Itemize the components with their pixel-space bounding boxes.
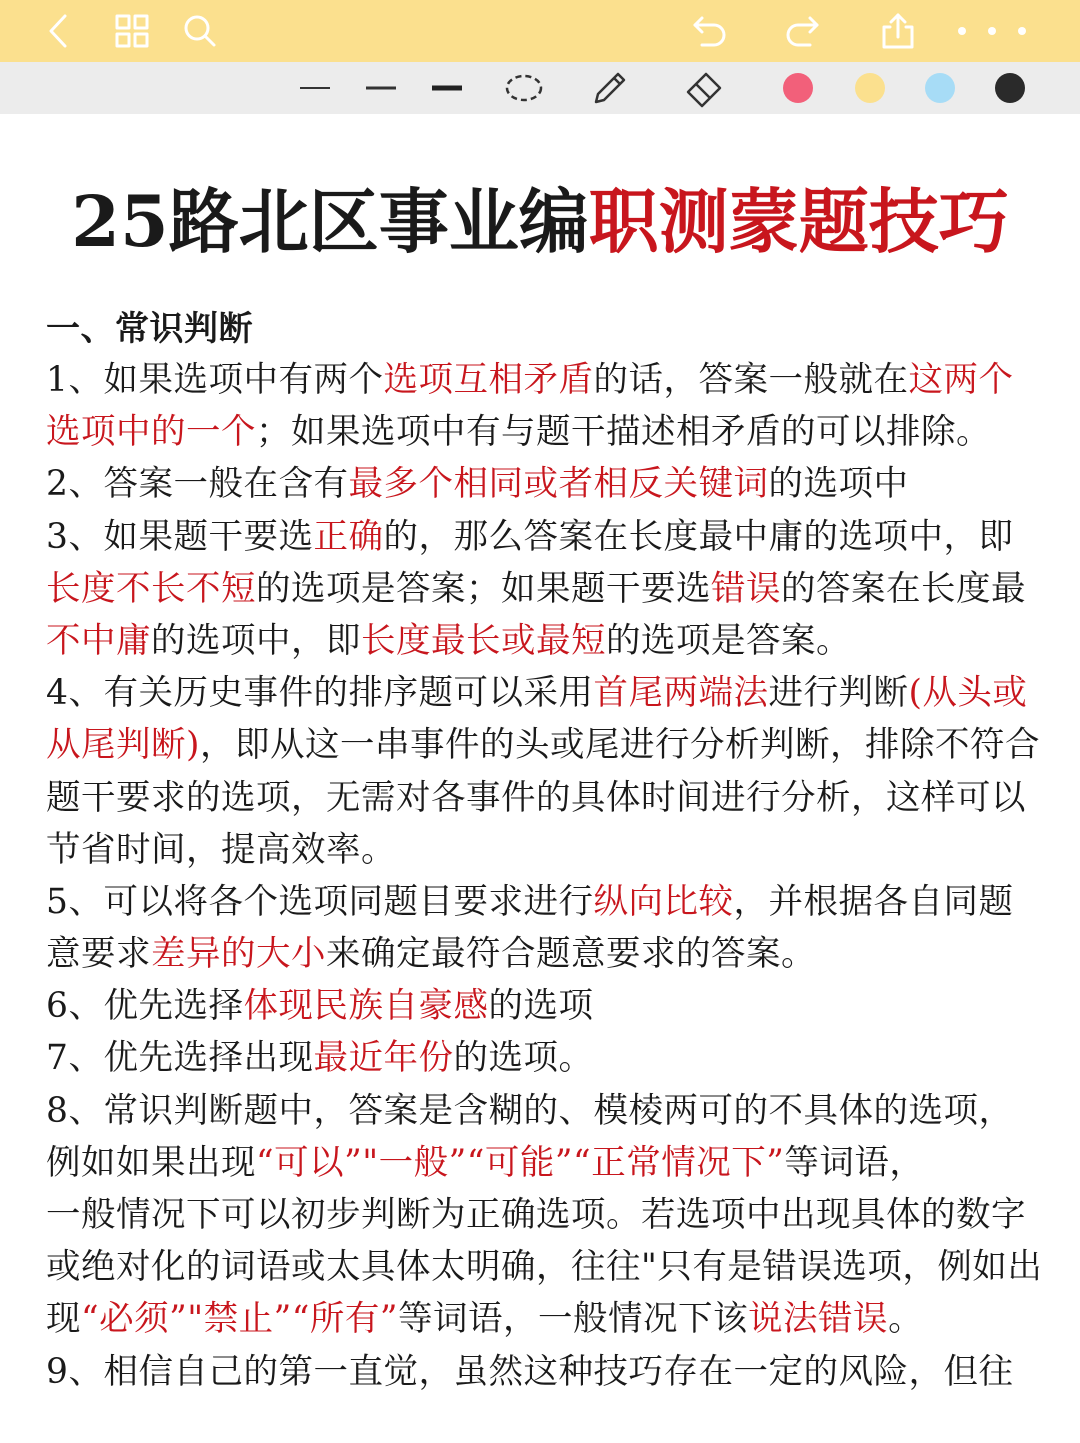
text-run: ，并根据各自同题 (733, 881, 1014, 922)
text-run: ；如果选项中有与题干描述相矛盾的可以排除。 (256, 412, 991, 453)
text-line (46, 354, 1046, 406)
title-red-part: 职测蒙题技巧 (588, 180, 1009, 263)
text-run: 3、如果题干要选 (46, 516, 314, 557)
thick-line-icon[interactable] (430, 68, 464, 108)
text-run: 现 (46, 1299, 81, 1340)
highlighted-text: “可以”"一般”“可能”“正常情况下” (256, 1142, 785, 1183)
highlighted-text: 长度最长或最短 (361, 620, 606, 661)
document-body (46, 304, 1046, 1398)
text-run: 6、优先选择 (46, 986, 244, 1027)
highlighted-text: “必须”"禁止”“所有” (81, 1299, 399, 1340)
text-line (46, 1241, 1046, 1293)
text-run: 的选项是答案；如果题干要选 (256, 568, 711, 609)
text-line (46, 928, 1046, 980)
text-run: 9、相信自己的第一直觉，虽然这种技巧存在一定的风险，但往 (46, 1351, 1014, 1392)
text-run: 2、答案一般在含有 (46, 464, 349, 505)
highlighted-text: 错误 (711, 568, 781, 609)
text-line (46, 824, 1046, 876)
highlighted-text: 体现民族自豪感 (243, 986, 489, 1027)
search-icon[interactable] (178, 9, 222, 53)
text-run: 7、优先选择出现 (46, 1038, 314, 1079)
text-line (46, 1085, 1046, 1137)
highlighted-text: 最多个相同或者相反关键词 (348, 464, 769, 505)
medium-line-icon[interactable] (364, 68, 398, 108)
highlighted-text: 首尾两端法 (593, 673, 769, 714)
text-run: 的选项 (488, 986, 594, 1027)
grid-icon[interactable] (110, 9, 154, 53)
highlighted-text: 选项互相矛盾 (383, 360, 594, 400)
highlighted-text: 纵向比较 (593, 881, 734, 922)
section-heading: 一、常识判断 (46, 309, 253, 349)
thin-line-icon[interactable] (298, 68, 332, 108)
eraser-icon[interactable] (682, 68, 726, 108)
highlighted-text: 说法错误 (748, 1299, 889, 1340)
pen-icon[interactable] (588, 68, 630, 108)
highlighted-text: 长度不长不短 (46, 568, 256, 609)
text-run: 。 (888, 1299, 924, 1340)
text-run: 节省时间，提高效率。 (46, 829, 396, 870)
page-title (0, 180, 1080, 264)
text-run: 的答案在长度最 (781, 568, 1026, 609)
highlighted-text: 最近年份 (313, 1038, 454, 1079)
text-line (46, 667, 1046, 719)
text-run: 4、有关历史事件的排序题可以采用 (46, 673, 594, 714)
text-run: 来确定最符合题意要求的答案。 (326, 934, 816, 975)
text-line (46, 1032, 1046, 1084)
title-black-part: 25路北区事业编 (71, 180, 589, 263)
text-run: 的话，答案一般就在 (593, 360, 909, 400)
black-color-swatch[interactable] (994, 68, 1026, 108)
blue-color-swatch[interactable] (924, 68, 956, 108)
text-line (46, 980, 1046, 1032)
text-run: ，即从这一串事件的头或尾进行分析判断，排除不符合 (199, 725, 1040, 766)
text-run: 5、可以将各个选项同题目要求进行 (46, 881, 594, 922)
redo-icon[interactable] (780, 9, 824, 53)
text-run: 等词语， (784, 1142, 925, 1183)
text-run: 的选项。 (453, 1038, 594, 1079)
text-line (46, 719, 1046, 771)
text-run: 的选项中 (768, 464, 909, 505)
text-run: 一般情况下可以初步判断为正确选项。若选项中出现具体的数字 (46, 1195, 1026, 1235)
text-line (46, 615, 1046, 667)
text-line (46, 1293, 1046, 1345)
document-page (0, 114, 1080, 1443)
text-line (46, 511, 1046, 563)
text-run: 题干要求的选项，无需对各事件的具体时间进行分析，这样可以 (46, 777, 1026, 818)
undo-icon[interactable] (688, 9, 732, 53)
text-line (46, 1346, 1046, 1398)
top-app-bar (0, 0, 1080, 62)
text-run: 或绝对化的词语或太具体太明确，往往"只有是错误选项，例如出 (46, 1247, 1043, 1288)
highlighted-text: 选项中的一个 (46, 412, 256, 453)
yellow-color-swatch[interactable] (854, 68, 886, 108)
text-run: 等词语，一般情况下该 (398, 1299, 749, 1340)
lasso-icon[interactable] (504, 68, 544, 108)
highlighted-text: 这两个 (908, 360, 1014, 400)
drawing-toolbar (0, 62, 1080, 114)
text-run: 进行判断 (768, 673, 909, 714)
more-icon[interactable] (952, 9, 1032, 53)
text-line (46, 772, 1046, 824)
highlighted-text: 不中庸 (46, 620, 151, 661)
text-line (46, 876, 1046, 928)
pink-color-swatch[interactable] (782, 68, 814, 108)
highlighted-text: (从头或 (908, 673, 1028, 714)
text-run: 的选项中，即 (151, 620, 361, 661)
back-icon[interactable] (36, 9, 80, 53)
share-icon[interactable] (876, 9, 920, 53)
text-run: 例如如果出现 (46, 1142, 256, 1183)
highlighted-text: 从尾判断) (46, 725, 200, 766)
text-line (46, 458, 1046, 510)
text-line (46, 563, 1046, 615)
highlighted-text: 正确 (313, 516, 384, 557)
text-line (46, 406, 1046, 458)
text-line (46, 1189, 1046, 1241)
text-line (46, 1137, 1046, 1189)
text-run: 意要求 (46, 934, 151, 975)
highlighted-text: 差异的大小 (151, 934, 326, 975)
text-run: 的，那么答案在长度最中庸的选项中，即 (383, 516, 1014, 557)
text-run: 的选项是答案。 (606, 620, 851, 661)
text-run: 8、常识判断题中，答案是含糊的、模棱两可的不具体的选项， (46, 1090, 1014, 1131)
text-run: 1、如果选项中有两个 (46, 360, 384, 400)
